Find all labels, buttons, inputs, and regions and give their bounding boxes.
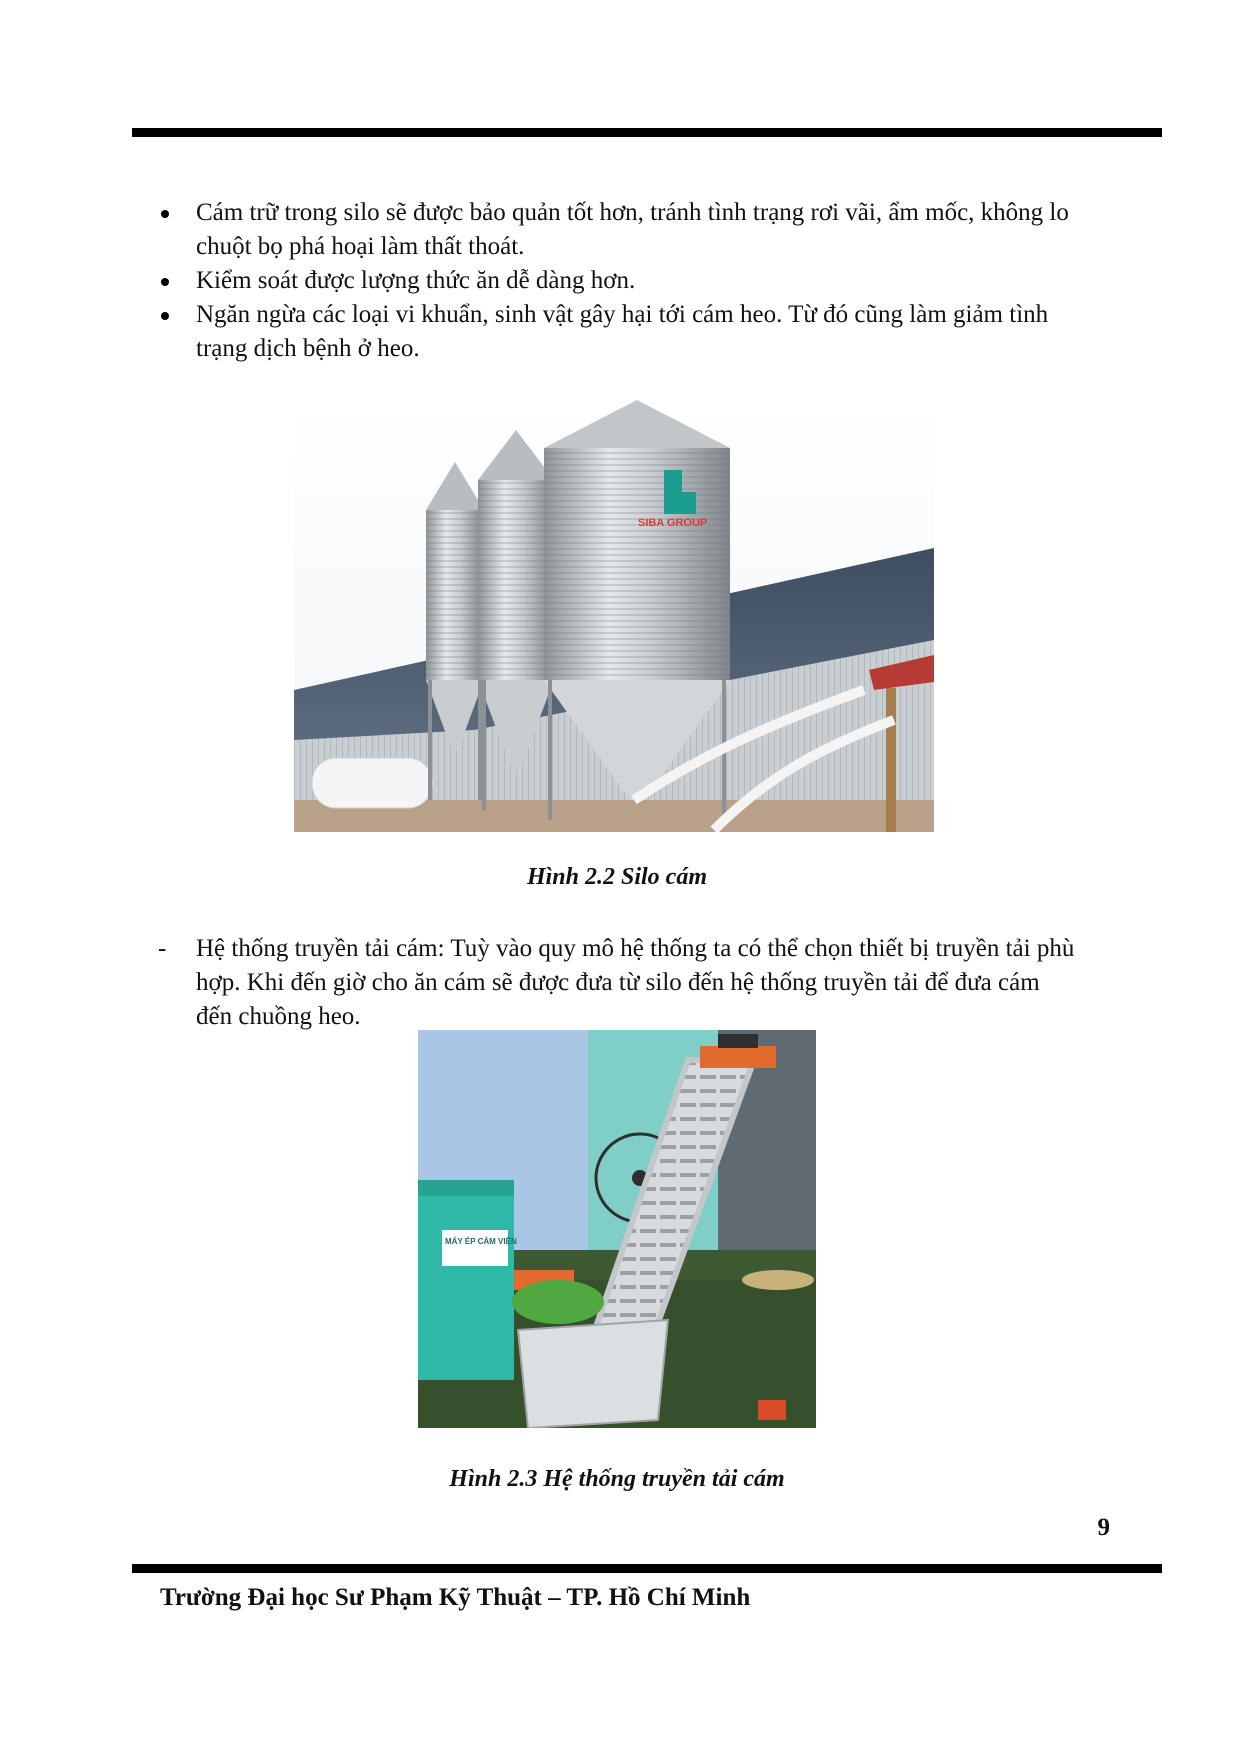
footer-text: Trường Đại học Sư Phạm Kỹ Thuật – TP. Hồ Chí Minh bbox=[160, 1584, 751, 1611]
figure-caption: Hình 2.2 Silo cám bbox=[526, 864, 708, 890]
footer-rule bbox=[132, 1564, 1162, 1573]
siba-logo-text: SIBA GROUP bbox=[638, 517, 708, 529]
figure-caption: Hình 2.3 Hệ thống truyền tải cám bbox=[449, 1466, 785, 1492]
bullet-item: Kiểm soát được lượng thức ăn dễ dàng hơn. bbox=[150, 264, 1080, 298]
dash-marker: - bbox=[158, 935, 167, 962]
bullet-list bbox=[150, 196, 1080, 366]
header-rule bbox=[132, 128, 1162, 137]
bullet-item: Cám trữ trong silo sẽ được bảo quản tốt hơn, tránh tình trạng rơi vãi, ẩm mốc, không lo chuột bọ phá hoại làm thất thoát. bbox=[150, 196, 1080, 264]
machine-label-text: MÁY ÉP CÁM VIÊN bbox=[445, 1237, 517, 1246]
dash-paragraph bbox=[150, 932, 1080, 1034]
conveyor-photo bbox=[418, 1030, 816, 1428]
page-number: 9 bbox=[1097, 1514, 1110, 1541]
dash-text: Hệ thống truyền tải cám: Tuỳ vào quy mô hệ thống ta có thể chọn thiết bị truyền tải phù hợp. Khi đến giờ cho ăn cám sẽ được đưa từ silo đến hệ thống truyền tải để đưa cám đến chuồng heo. bbox=[196, 935, 1075, 1030]
silo-photo bbox=[294, 400, 934, 832]
bullet-item: Ngăn ngừa các loại vi khuẩn, sinh vật gây hại tới cám heo. Từ đó cũng làm giảm tình trạng dịch bệnh ở heo. bbox=[150, 298, 1080, 366]
